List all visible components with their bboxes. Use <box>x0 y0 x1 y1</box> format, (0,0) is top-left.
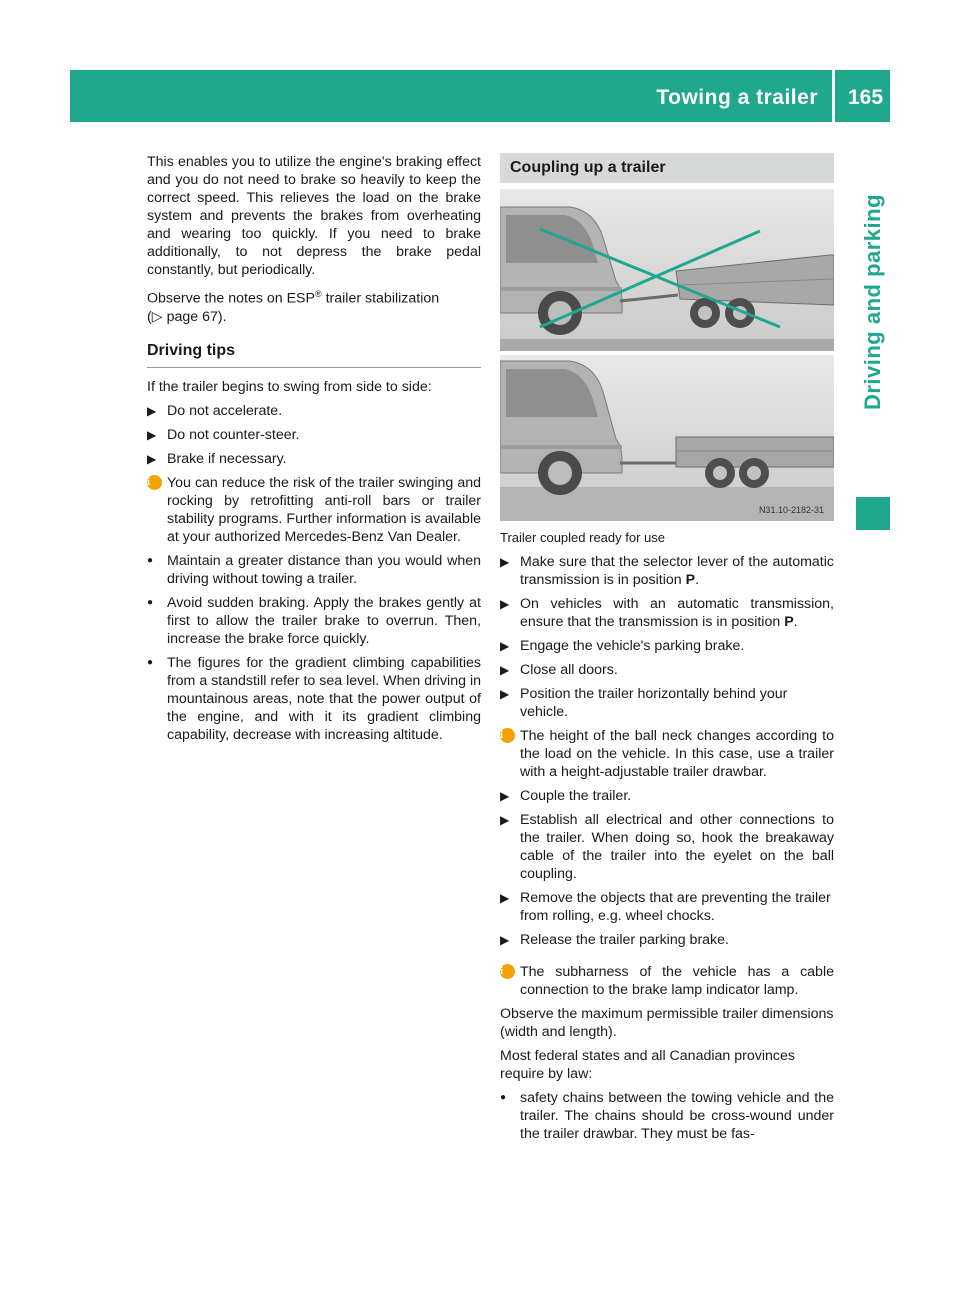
figure-code: N31.10-2182-31 <box>758 505 824 515</box>
step-item: ▶ Engage the vehicle's parking brake. <box>500 638 745 654</box>
bullet-item: ● The figures for the gradient climbing capabilities from a standstill refer to sea level. When driving in mountainous areas, note that the power output of the engine, and with it its gradient climbing capability, decrease with increasing altitude. <box>147 654 481 743</box>
right-column <box>500 153 834 1143</box>
info-icon: i <box>500 964 515 979</box>
page-reference-link[interactable]: (▷ page 67). <box>147 308 227 325</box>
step-item: ▶ Make sure that the selector lever of the automatic transmission is in position P. <box>500 554 834 588</box>
bullet-item: ● Avoid sudden braking. Apply the brakes gently at first to allow the trailer brake to overrun. Then, increase the brake force quickly. <box>147 594 481 647</box>
step-item: ▶ Release the trailer parking brake. <box>500 932 729 948</box>
section-title: Towing a trailer <box>656 86 818 109</box>
step-item: ▶ Position the trailer horizontally behind your vehicle. <box>500 686 788 720</box>
step-item: ▶ Remove the objects that are preventing the trailer from rolling, e.g. wheel chocks. <box>500 890 831 924</box>
arrow-icon: ▶ <box>500 663 510 677</box>
step-item: ▶ Do not counter-steer. <box>147 426 300 443</box>
driving-tips-heading: Driving tips <box>147 342 481 368</box>
info-note: i You can reduce the risk of the trailer swinging and rocking by retrofitting anti-roll bars or trailer stability programs. Further information is available at your authorized Mercedes-Benz Van Dealer. <box>147 474 481 545</box>
arrow-icon: ▶ <box>500 555 510 569</box>
info-icon: i <box>147 475 162 490</box>
chapter-tab-label: Driving and parking <box>860 193 885 411</box>
esp-note: Observe the notes on ESP® trailer stabilization (▷ page 67). <box>147 289 440 325</box>
arrow-icon: ▶ <box>500 687 510 701</box>
arrow-icon: ▶ <box>500 789 510 803</box>
section-heading-band <box>500 153 834 183</box>
bullet-icon: ● <box>147 554 154 566</box>
bullet-icon: ● <box>500 1092 507 1103</box>
arrow-icon: ▶ <box>147 427 157 442</box>
figure-caption: Trailer coupled ready for use <box>500 530 665 545</box>
trailer-coupling-figure <box>500 189 834 521</box>
info-note: i The subharness of the vehicle has a cable connection to the brake lamp indicator lamp. <box>500 964 834 998</box>
header-bar <box>70 70 890 122</box>
page-number: 165 <box>847 86 884 109</box>
step-item: ▶ Close all doors. <box>500 662 618 678</box>
arrow-icon: ▶ <box>500 891 510 905</box>
arrow-icon: ▶ <box>500 597 510 611</box>
bullet-item: ● Maintain a greater distance than you would when driving without towing a trailer. <box>147 552 481 587</box>
chapter-tab <box>856 122 890 482</box>
header-divider <box>832 70 835 122</box>
info-note: i The height of the ball neck changes according to the load on the vehicle. In this case, use a trailer with a height-adjustable trailer drawbar. <box>500 728 834 780</box>
left-column <box>147 153 481 744</box>
trailer-illustration <box>500 189 834 521</box>
info-icon: i <box>500 728 515 743</box>
step-item: ▶ Brake if necessary. <box>147 450 287 467</box>
intro-paragraph: This enables you to utilize the engine's braking effect and you do not need to brake so heavily to keep the correct speed. This relieves the load on the brake system and prevents the brakes from overheating and wearing too quickly. If you need to brake additionally, to not depress the brake pedal constantly, but periodically. <box>147 154 481 278</box>
arrow-icon: ▶ <box>500 639 510 653</box>
step-item: ▶ Couple the trailer. <box>500 788 632 804</box>
step-item: ▶ Establish all electrical and other connections to the trailer. When doing so, hook the breakaway cable of the trailer into the eyelet on the ball coupling. <box>500 812 834 882</box>
arrow-icon: ▶ <box>500 933 510 947</box>
bullet-item: ● safety chains between the towing vehicle and the trailer. The chains should be cross-wound under the trailer drawbar. They must be fas- <box>500 1090 834 1142</box>
section-heading: Coupling up a trailer <box>510 159 666 176</box>
arrow-icon: ▶ <box>500 813 510 827</box>
law-intro: Most federal states and all Canadian provinces require by law: <box>500 1048 795 1082</box>
chapter-marker <box>856 497 890 530</box>
arrow-icon: ▶ <box>147 451 157 466</box>
driving-tips-intro: If the trailer begins to swing from side to side: <box>147 378 432 395</box>
bullet-icon: ● <box>147 656 154 668</box>
arrow-icon: ▶ <box>147 403 157 418</box>
step-item: ▶ Do not accelerate. <box>147 402 283 419</box>
step-item: ▶ On vehicles with an automatic transmission, ensure that the transmission is in position P. <box>500 596 834 630</box>
bullet-icon: ● <box>147 596 154 608</box>
dimensions-note: Observe the maximum permissible trailer dimensions (width and length). <box>500 1006 834 1040</box>
